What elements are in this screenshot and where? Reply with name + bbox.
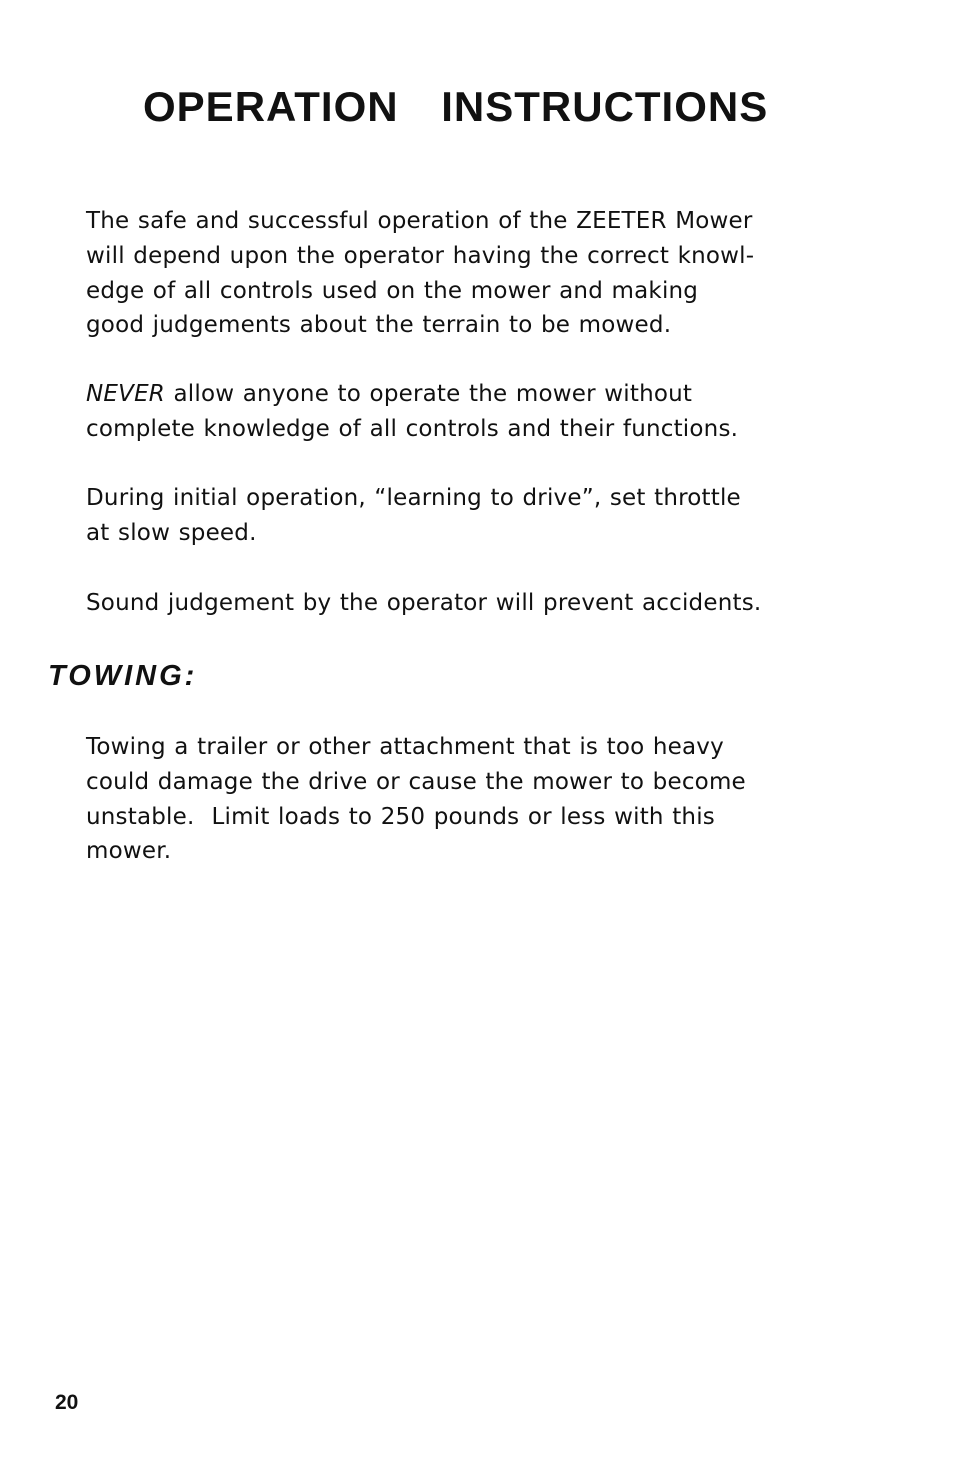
towing-heading: TOWING: — [48, 660, 198, 692]
intro-paragraph-3 — [86, 481, 826, 551]
towing-line-3: unstable. Limit loads to 250 pounds or less with this — [86, 803, 715, 830]
towing-line-2: could damage the drive or cause the mower to become — [86, 768, 746, 795]
intro-paragraph-2 — [86, 377, 826, 447]
intro-p1-line-4: good judgements about the terrain to be mowed. — [86, 312, 672, 339]
intro-paragraph-4 — [86, 586, 826, 621]
towing-line-4: mower. — [86, 838, 172, 865]
intro-p2-line-1-rest: allow anyone to operate the mower without — [164, 381, 693, 407]
intro-p2-line-2: complete knowledge of all controls and their functions. — [86, 415, 739, 442]
intro-p3-line-2: at slow speed. — [86, 519, 257, 546]
towing-paragraph — [86, 730, 826, 869]
towing-line-1: Towing a trailer or other attachment that is too heavy — [86, 734, 724, 760]
intro-p2-line-1 — [86, 377, 826, 412]
intro-paragraph-1 — [86, 204, 826, 343]
page-title: OPERATION INSTRUCTIONS — [143, 83, 769, 130]
never-emphasis: NEVER — [86, 381, 165, 407]
intro-p1-line-2: will depend upon the operator having the correct knowl- — [86, 242, 755, 269]
intro-p4-line-1: Sound judgement by the operator will prevent accidents. — [86, 590, 762, 616]
intro-p3-line-1: During initial operation, “learning to drive”, set throttle — [86, 485, 741, 511]
page-number: 20 — [55, 1391, 79, 1414]
intro-p1-line-1: The safe and successful operation of the ZEETER Mower — [86, 208, 753, 234]
intro-p1-line-3: edge of all controls used on the mower and making — [86, 277, 699, 304]
